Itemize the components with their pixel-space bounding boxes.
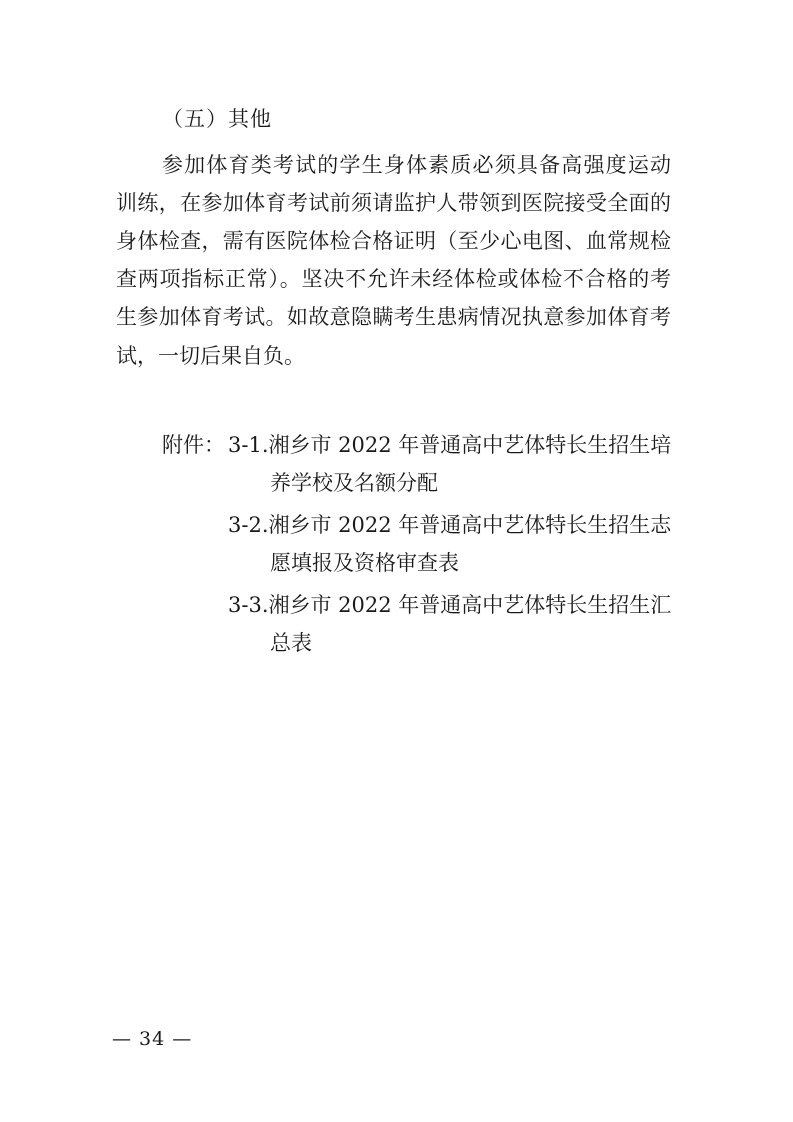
body-line: 训练，在参加体育考试前须请监护人带领到医院接受全面的 bbox=[116, 191, 671, 215]
body-line: 试，一切后果自负。 bbox=[116, 344, 305, 368]
page-number: — 34 — bbox=[112, 1028, 193, 1050]
section-heading: （五）其他 bbox=[162, 107, 272, 131]
attachments-label: 附件： bbox=[162, 433, 225, 457]
attachment-item-1-title-cont: 养学校及名额分配 bbox=[270, 471, 438, 495]
attachment-item-3-title-cont: 总表 bbox=[270, 631, 312, 655]
attachment-item-1-title: 3-1.湘乡市 2022 年普通高中艺体特长生招生培 bbox=[228, 433, 672, 457]
attachment-item-3-title: 3-3.湘乡市 2022 年普通高中艺体特长生招生汇 bbox=[228, 593, 672, 617]
body-line: 生参加体育考试。如故意隐瞒考生患病情况执意参加体育考 bbox=[116, 305, 671, 329]
attachment-item-2-title-cont: 愿填报及资格审查表 bbox=[270, 551, 459, 575]
body-line: 查两项指标正常）。坚决不允许未经体检或体检不合格的考 bbox=[116, 267, 671, 291]
body-line: 身体检查，需有医院体检合格证明（至少心电图、血常规检 bbox=[116, 229, 671, 253]
body-line: 参加体育类考试的学生身体素质必须具备高强度运动 bbox=[162, 153, 671, 177]
attachment-item-2-title: 3-2.湘乡市 2022 年普通高中艺体特长生招生志 bbox=[228, 513, 672, 537]
